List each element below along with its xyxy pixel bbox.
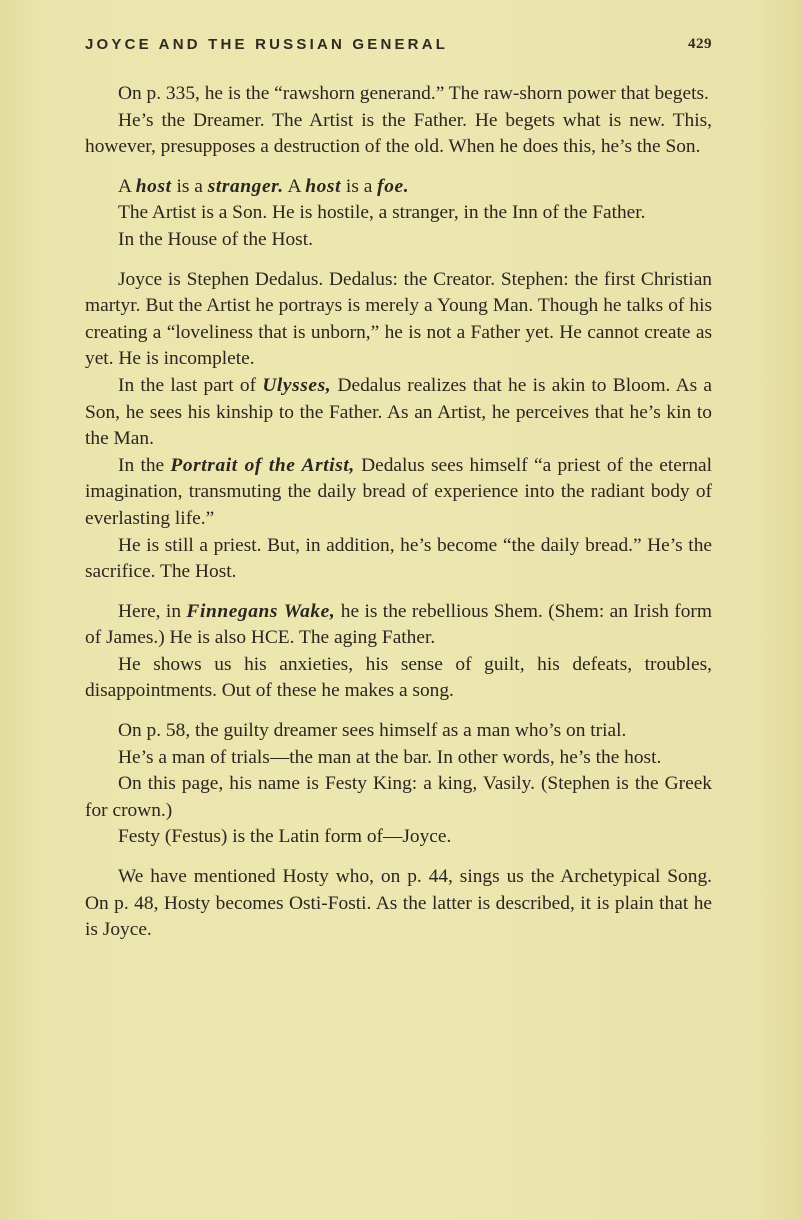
paragraph — [85, 373, 712, 453]
text-run: We have mentioned Hosty who, on p. 44, sings us the Archetypical Song. On p. 48, Hosty becomes Osti-Fosti. As the latter is described, it is plain that he is Joyce. — [85, 866, 712, 941]
italic-text: host — [305, 175, 342, 197]
running-head-title: JOYCE AND THE RUSSIAN GENERAL — [85, 36, 449, 53]
paragraph — [85, 533, 712, 586]
text-run: is a — [171, 175, 208, 197]
text-run: Dedalus sees himself “a priest of the eternal imagination, transmuting the daily bread of experience into the radiant body of everlasting life.” — [85, 454, 713, 529]
body-text — [85, 81, 712, 944]
text-run: On this page, his name is Festy King: a king, Vasily. (Stephen is the Greek for crown.) — [85, 773, 712, 821]
text-run: Festy (Festus) is the Latin form of—Joyce. — [118, 826, 452, 848]
text-run: Joyce is Stephen Dedalus. Dedalus: the Creator. Stephen: the first Christian martyr. But the Artist he portrays is merely a Young Man. Though he talks of his creating a “loveliness that is unborn,” he is not a Father yet. He cannot create as yet. He is incomplete. — [85, 268, 712, 370]
text-run: Here, in — [118, 600, 187, 622]
text-run: In the last part of — [118, 374, 263, 396]
page-number: 429 — [688, 36, 712, 52]
paragraph — [85, 599, 712, 652]
italic-text: Ulysses, — [262, 374, 332, 396]
text-run: is a — [341, 175, 378, 197]
text-run: On p. 335, he is the “rawshorn generand.” The raw-shorn power that begets. — [118, 83, 709, 104]
paragraph — [85, 453, 712, 533]
paragraph — [85, 718, 712, 745]
paragraph — [85, 824, 712, 851]
text-run: He shows us his anxieties, his sense of guilt, his defeats, troubles, disappointments. Out of these he makes a song. — [85, 653, 712, 702]
paragraph — [85, 652, 712, 705]
running-head — [85, 36, 712, 58]
paragraph — [85, 771, 712, 824]
paragraph — [85, 864, 712, 944]
text-run: he is the rebellious Shem. (Shem: an Irish form of James.) He is also HCE. The aging Father. — [85, 600, 712, 649]
text-run: In the House of the Host. — [118, 228, 313, 250]
paragraph — [85, 227, 712, 254]
paragraph — [85, 745, 712, 772]
text-run: A — [283, 175, 306, 197]
text-run: In the — [118, 454, 171, 476]
text-run: He’s a man of trials—the man at the bar. In other words, he’s the host. — [118, 746, 662, 768]
paragraph — [85, 174, 712, 201]
paragraph — [85, 267, 712, 373]
text-run: The Artist is a Son. He is hostile, a stranger, in the Inn of the Father. — [118, 202, 646, 224]
italic-text: Portrait of the Artist, — [170, 454, 355, 476]
paragraph — [85, 200, 712, 227]
italic-text: Finnegans Wake, — [186, 600, 336, 622]
text-run: He is still a priest. But, in addition, he’s become “the daily bread.” He’s the sacrifice. The Host. — [85, 534, 712, 583]
italic-text: stranger. — [207, 175, 284, 197]
italic-text: foe. — [377, 175, 410, 197]
text-run: Dedalus realizes that he is akin to Bloom. As a Son, he sees his kinship to the Father. As an Artist, he perceives that he’s kin to the Man. — [85, 374, 712, 450]
text-run: On p. 58, the guilty dreamer sees himself as a man who’s on trial. — [118, 720, 627, 742]
paragraph — [85, 81, 712, 108]
text-run: A — [118, 175, 136, 197]
paragraph — [85, 108, 712, 161]
italic-text: host — [135, 175, 172, 197]
text-run: He’s the Dreamer. The Artist is the Father. He begets what is new. This, however, presupposes a destruction of the old. When he does this, he’s the Son. — [85, 109, 712, 158]
